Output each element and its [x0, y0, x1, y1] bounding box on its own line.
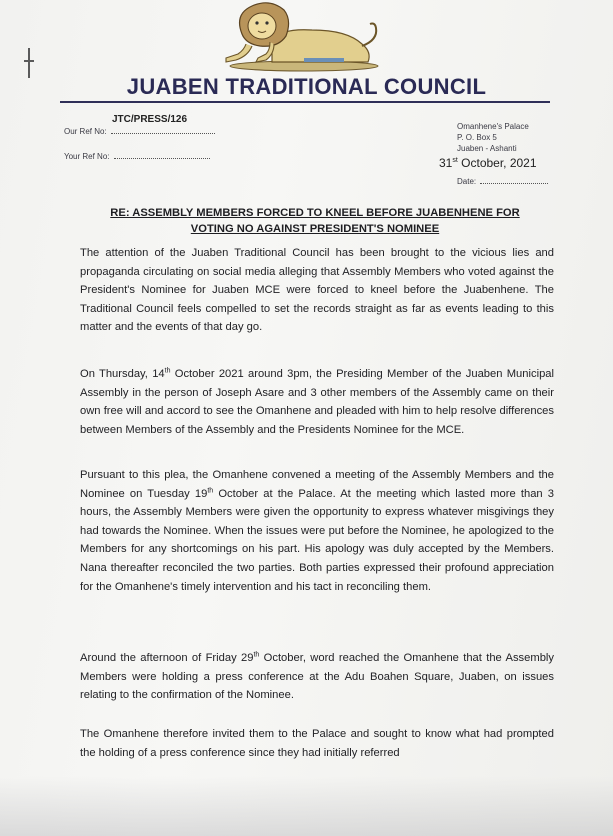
our-ref-value: JTC/PRESS/126 — [112, 114, 188, 125]
address-line-2: P. O. Box 5 — [457, 133, 497, 142]
lion-crest-icon — [212, 0, 384, 72]
your-ref-label: Your Ref No: — [64, 152, 110, 161]
organization-title: JUABEN TRADITIONAL COUNCIL — [126, 74, 487, 99]
our-ref-line — [111, 126, 215, 134]
address-line-3: Juaben - Ashanti — [457, 144, 517, 153]
date-line — [480, 176, 548, 184]
margin-pen-tick — [24, 60, 34, 62]
date-row — [457, 176, 548, 186]
letter-heading — [70, 205, 560, 237]
title-rule — [60, 101, 550, 103]
letter-date: 31st October, 2021 — [439, 156, 537, 170]
your-ref-line — [114, 151, 210, 159]
palace-address — [457, 121, 529, 154]
our-ref-row — [64, 126, 215, 136]
paragraph-3: Pursuant to this plea, the Omanhene convened a meeting of the Assembly Members and the Nominee on Tuesday 19th October at the Palace. At the meeting which lasted more than 3 hours, the Assembly Members were given the opportunity to express whatever misgivings they had towards the Nominee. When the issues were put before the Nominee, he apologized to the Members for any shortcomings on his part. His apology was duly accepted by the Members. Nana thereafter reconciled the two parties. Both parties expressed their profound appreciation for the Omanhene's timely intervention and his tact in reconciling them. — [80, 469, 554, 593]
paragraph-2: On Thursday, 14th October 2021 around 3pm, the Presiding Member of the Juaben Municipal Assembly in the person of Joseph Asare and 3 other members of the Assembly came on their own free will and accord to see the Omanhene and pleaded with him to help resolve differences between Members of the Assembly and the Presidents Nominee for the MCE. — [80, 367, 554, 436]
heading-line-1: RE: ASSEMBLY MEMBERS FORCED TO KNEEL BEFORE JUABENHENE FOR — [110, 207, 520, 219]
paragraph-5: The Omanhene therefore invited them to the Palace and sought to know what had prompted the holding of a press conference since they had initially referred — [80, 728, 554, 759]
heading-line-2: VOTING NO AGAINST PRESIDENT'S NOMINEE — [190, 223, 440, 235]
our-ref-label: Our Ref No: — [64, 127, 107, 136]
your-ref-row — [64, 151, 210, 161]
paragraph-1: The attention of the Juaben Traditional Council has been brought to the vicious lies and propaganda circulating on social media alleging that Assembly Members who voted against the President's Nominee for Juaben MCE were forced to kneel before the Juabenhene. The Traditional Council feels compelled to set the records straight as far as events leading to this matter and the events of that day go. — [80, 247, 554, 334]
address-line-1: Omanhene's Palace — [457, 122, 529, 131]
date-label: Date: — [457, 177, 477, 186]
paragraph-4: Around the afternoon of Friday 29th October, word reached the Omanhene that the Assembly Members were holding a press conference at the Adu Boahen Square, Juaben, on issues relating to the confirmation of the Nominee. — [80, 651, 554, 702]
